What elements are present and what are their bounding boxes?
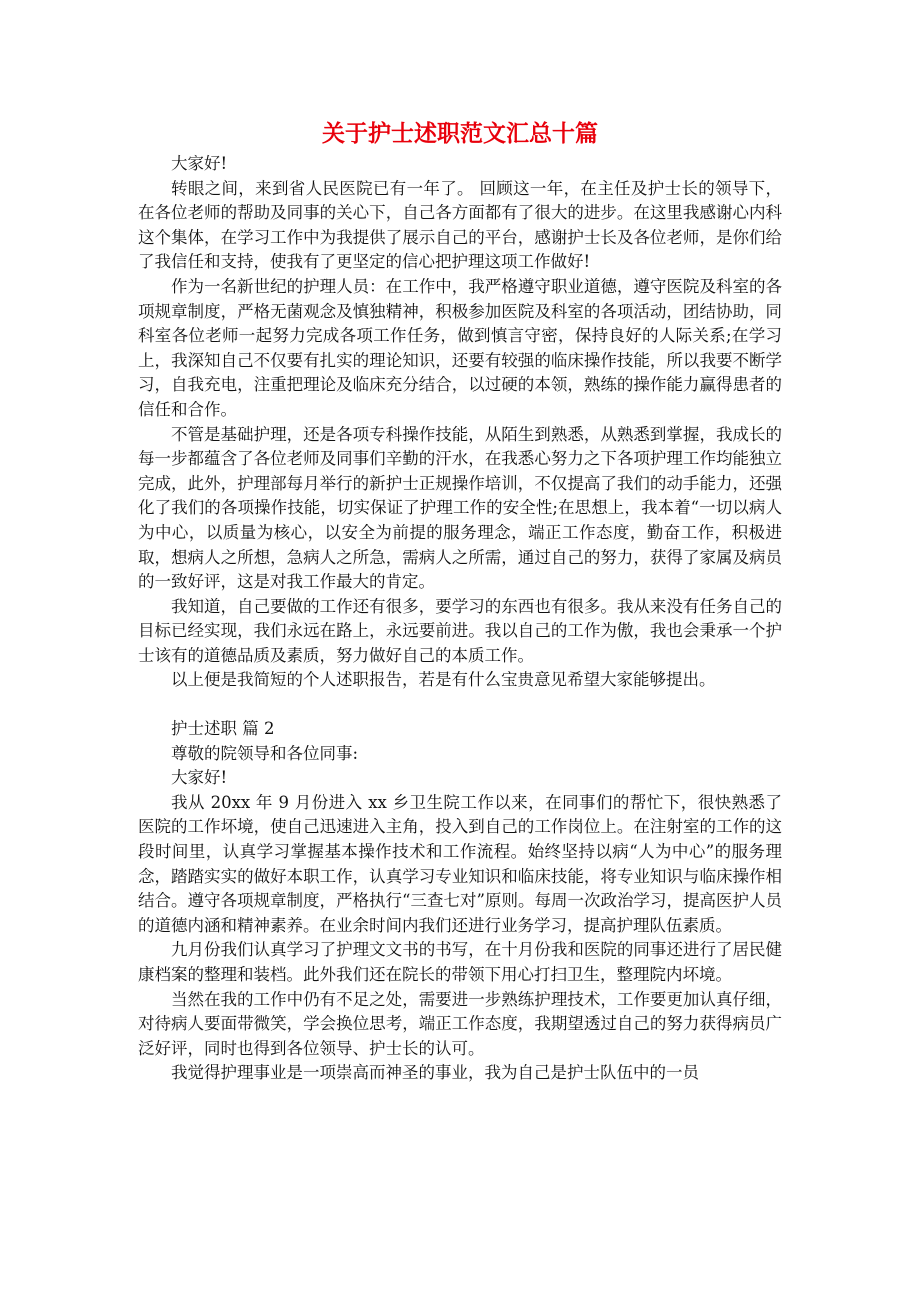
- paragraph: 我从 20xx 年 9 月份进入 xx 乡卫生院工作以来，在同事们的帮忙下，很快熟悉了医院的工作坏境，使自己迅速进入主角，投入到自己的工作岗位上。在注射室的工作的这段时间里，认真学习掌握基本操作技术和工作流程。始终坚持以病“人为中心”的服务理念，踏踏实实的做好本职工作，认真学习专业知识和临床技能，将专业知识与临床操作相结合。遵守各项规章制度，严格执行“三查七对”原则。每周一次政治学习，提高医护人员的道德内涵和精神素养。在业余时间内我们还进行业务学习，提高护理队伍素质。: [138, 792, 782, 935]
- section-spacer: [138, 693, 782, 717]
- paragraph: 我觉得护理事业是一项崇高而神圣的事业，我为自己是护士队伍中的一员: [171, 1063, 699, 1083]
- paragraph: 当然在我的工作中仍有不足之处，需要进一步熟练护理技术，工作要更加认真仔细，对待病人要面带微笑，学会换位思考，端正工作态度，我期望透过自己的努力获得病员广泛好评，同时也得到各位领导、护士长的认可。: [138, 989, 782, 1058]
- salutation: 尊敬的院领导和各位同事:: [171, 743, 359, 763]
- greeting: 大家好!: [171, 154, 228, 173]
- paragraph: 作为一名新世纪的护理人员：在工作中，我严格遵守职业道德，遵守医院及科室的各项规章制度，严格无菌观念及慎独精神，积极参加医院及科室的各项活动，团结协助，同科室各位老师一起努力完成各项工作任务，做到慎言守密，保持良好的人际关系;在学习上，我深知自己不仅要有扎实的理论知识，还要有较强的临床操作技能，所以我要不断学习，自我充电，注重把理论及临床充分结合，以过硬的本领，熟练的操作能力赢得患者的信任和合作。: [138, 276, 782, 419]
- section-heading: 护士述职 篇 2: [171, 719, 275, 739]
- paragraph: 九月份我们认真学习了护理文文书的书写，在十月份我和医院的同事还进行了居民健康档案的整理和装档。此外我们还在院长的带领下用心打扫卫生，整理院内坏境。: [138, 940, 782, 984]
- paragraph: 转眼之间，来到省人民医院已有一年了。 回顾这一年，在主任及护士长的领导下，在各位老师的帮助及同事的关心下，自己各方面都有了很大的进步。在这里我感谢心内科这个集体，在学习工作中为我提供了展示自己的平台，感谢护士长及各位老师，是你们给了我信任和支持，使我有了更坚定的信心把护理这项工作做好!: [138, 178, 782, 272]
- document-page: [138, 118, 782, 1086]
- paragraph: 不管是基础护理，还是各项专科操作技能，从陌生到熟悉，从熟悉到掌握，我成长的每一步都蕴含了各位老师及同事们辛勤的汗水，在我悉心努力之下各项护理工作均能独立完成，此外，护理部每月举行的新护士正规操作培训，不仅提高了我们的动手能力，还强化了我们的各项操作技能，切实保证了护理工作的安全性;在思想上，我本着“一切以病人为中心，以质量为核心，以安全为前提的服务理念，端正工作态度，勤奋工作，积极进取，想病人之所想，急病人之所急，需病人之所需，通过自己的努力，获得了家属及病员的一致好评，这是对我工作最大的肯定。: [138, 424, 782, 592]
- document-title: 关于护士述职范文汇总十篇: [322, 120, 598, 147]
- paragraph: 我知道，自己要做的工作还有很多，要学习的东西也有很多。我从来没有任务自己的目标已经实现，我们永远在路上，永远要前进。我以自己的工作为傲，我也会秉承一个护士该有的道德品质及素质，努力做好自己的本质工作。: [138, 596, 782, 665]
- paragraph: 以上便是我简短的个人述职报告，若是有什么宝贵意见希望大家能够提出。: [171, 670, 716, 690]
- greeting: 大家好!: [171, 768, 228, 788]
